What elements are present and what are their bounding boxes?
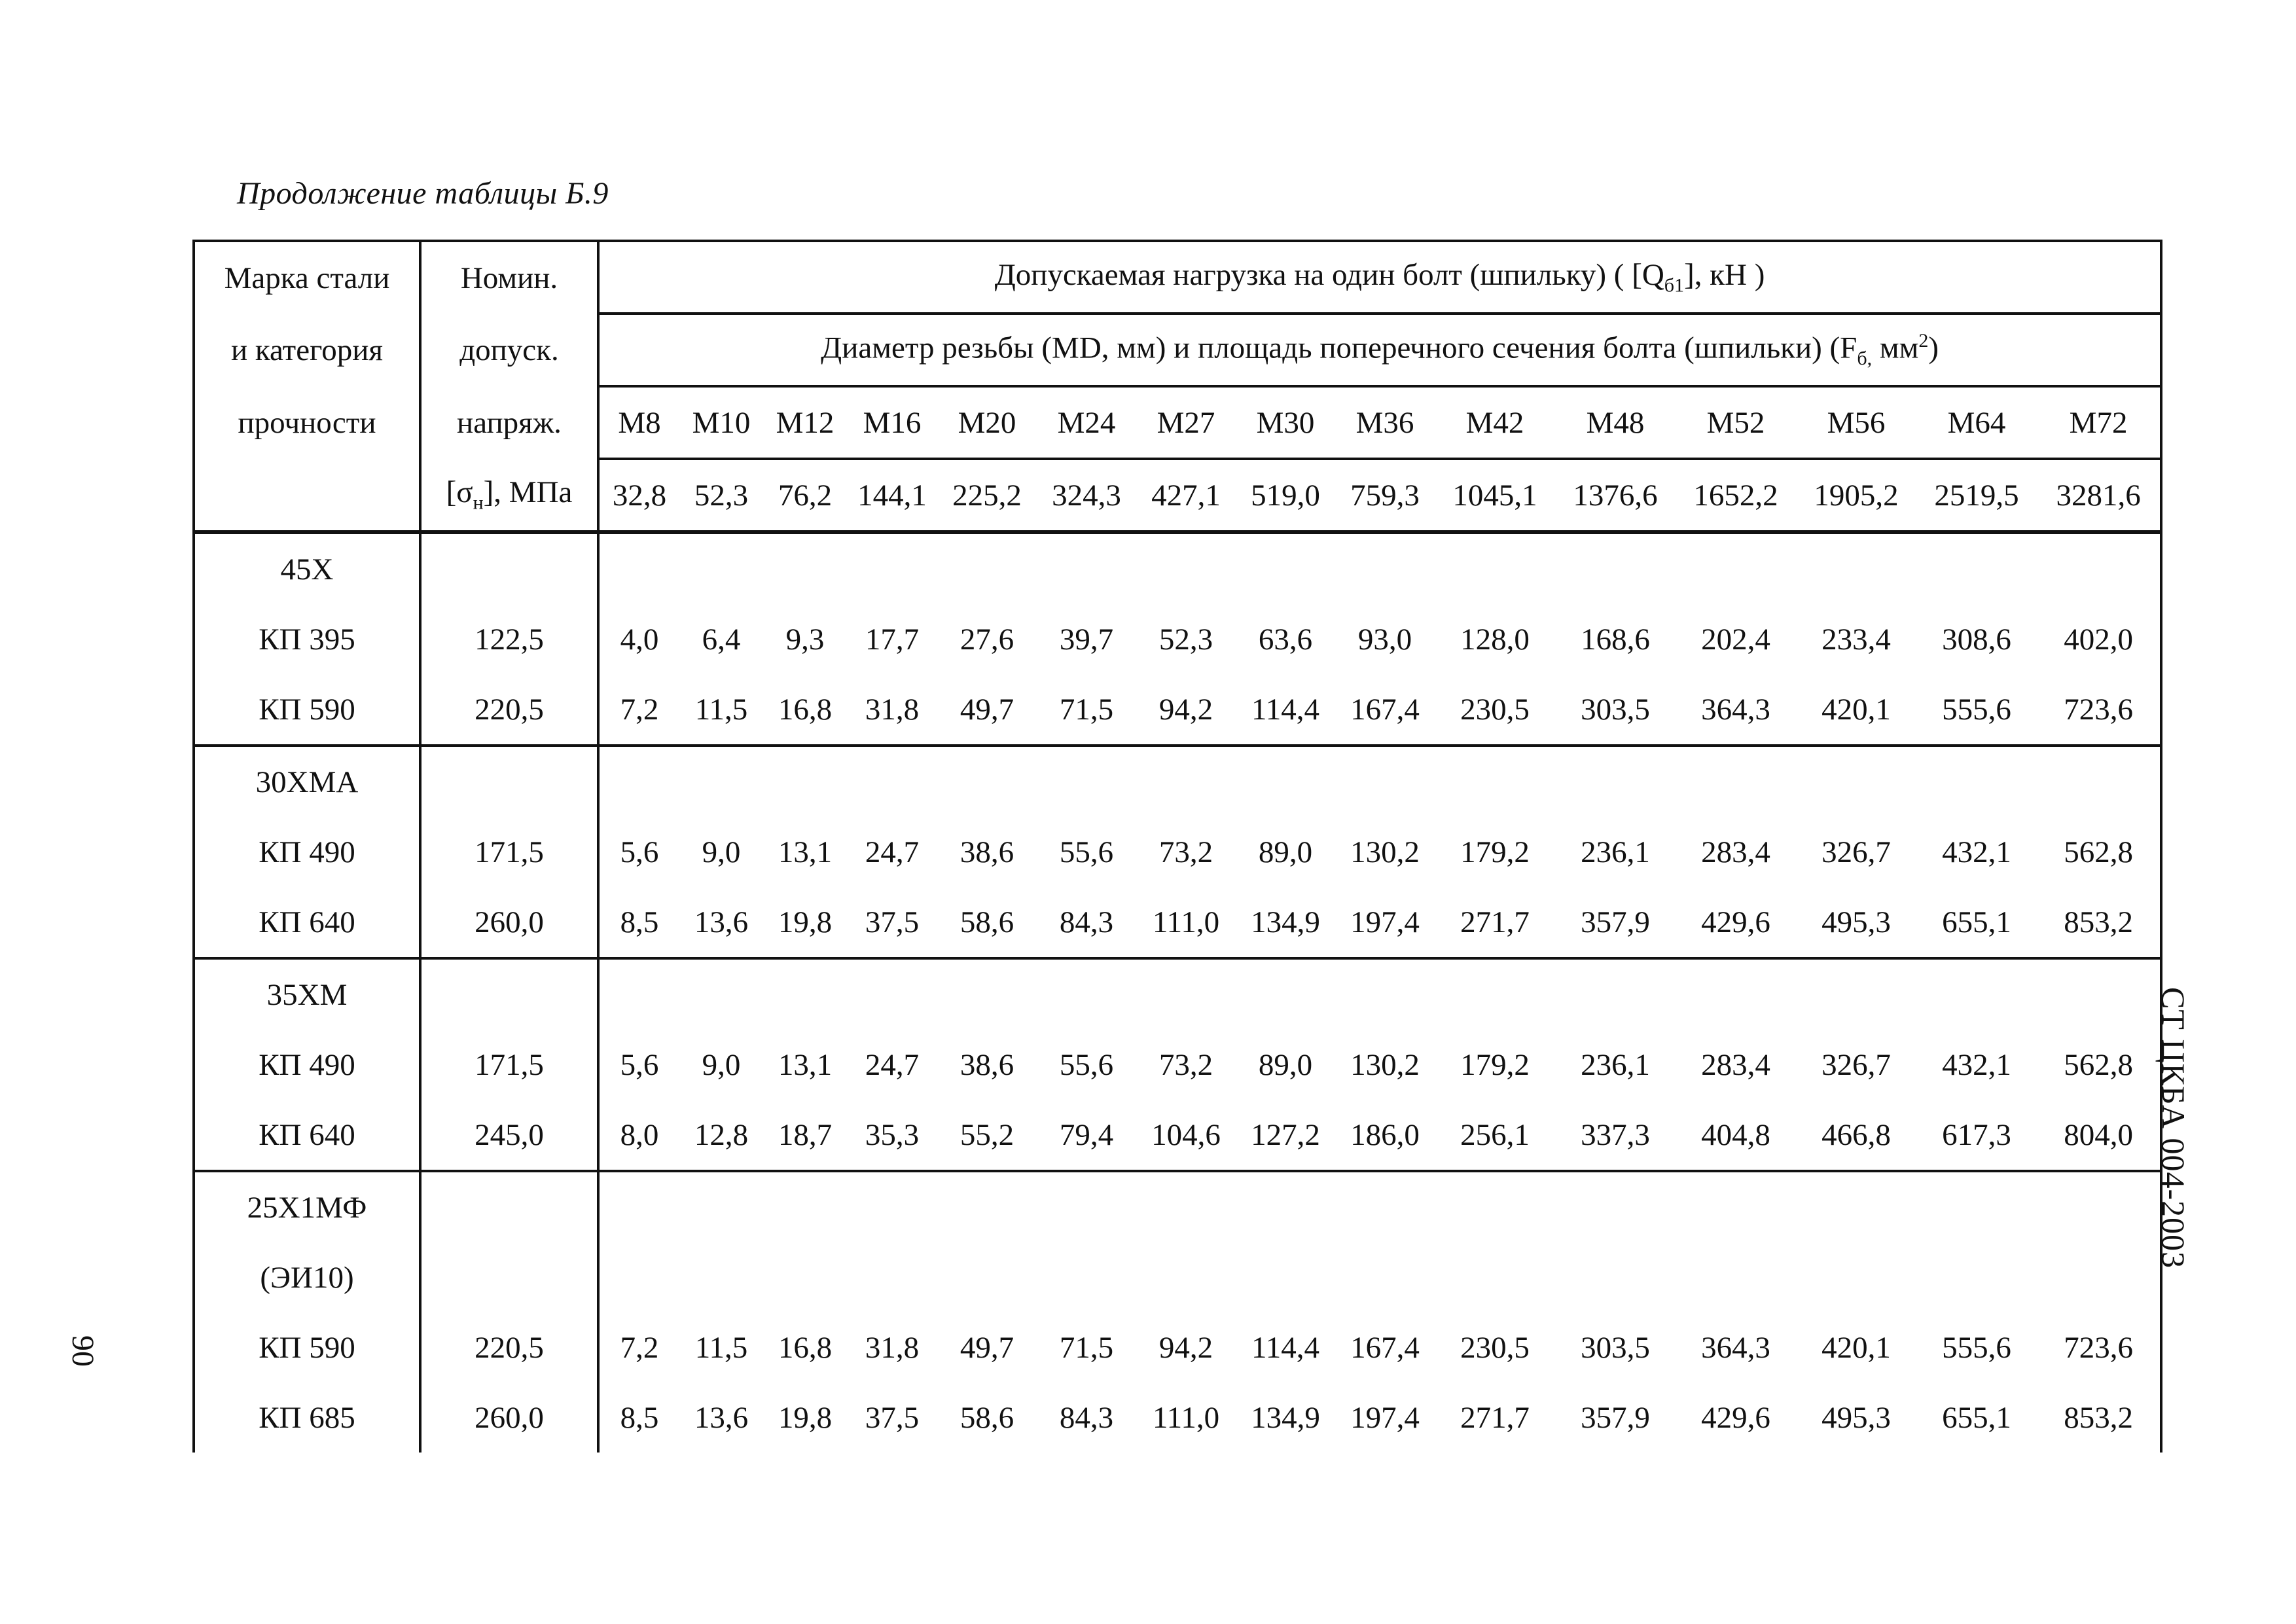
load-value: 38,6: [960, 1047, 1014, 1082]
load-value: 404,8: [1676, 1100, 1796, 1171]
load-value: 804,0: [2037, 1100, 2161, 1171]
thread-size-cell: М36: [1335, 386, 1435, 459]
load-value: 49,7: [960, 1330, 1014, 1365]
load-value: 84,3: [1037, 887, 1136, 958]
load-value: 186,0: [1335, 1100, 1435, 1171]
load-value: 13,6: [694, 1400, 749, 1435]
thread-size-cell: М10: [679, 386, 763, 459]
header-stress-line-3: напряж.: [420, 386, 598, 459]
load-value: 655,1: [1916, 887, 2037, 958]
strength-category: КП 640: [194, 1100, 420, 1171]
load-value: 233,4: [1821, 622, 1891, 657]
category-row: [194, 1030, 2161, 1100]
load-value: 9,3: [785, 622, 825, 657]
load-value: 256,1: [1435, 1100, 1555, 1171]
load-value: 37,5: [847, 887, 937, 958]
load-value: 16,8: [778, 1330, 833, 1365]
load-value: 236,1: [1581, 1047, 1650, 1082]
header-grade-line-1: Марка стали: [194, 241, 420, 314]
bolt-load-table: [192, 240, 2162, 1453]
load-value: 7,2: [620, 1330, 659, 1365]
thread-size-cell: М56: [1796, 386, 1916, 459]
bolt-area-cell: 32,8: [598, 459, 679, 532]
load-value: 71,5: [1059, 1330, 1114, 1365]
load-value: 73,2: [1158, 835, 1213, 869]
header-grade-line-2: и категория: [194, 314, 420, 386]
bolt-area-cell: 427,1: [1136, 459, 1236, 532]
load-value: 6,4: [702, 622, 741, 657]
load-value: 13,1: [778, 835, 833, 869]
bolt-area-cell: 52,3: [679, 459, 763, 532]
empty-cell: [598, 1171, 2161, 1242]
thread-size-cell: М72: [2037, 386, 2161, 459]
empty-cell: [598, 746, 2161, 817]
load-value: 555,6: [1942, 1330, 2011, 1365]
steel-grade-name: 25Х1МФ: [194, 1171, 420, 1242]
load-value: 114,4: [1251, 1330, 1319, 1365]
load-value: 31,8: [865, 1330, 920, 1365]
load-value: 495,3: [1821, 1400, 1891, 1435]
load-value: 31,8: [847, 674, 937, 746]
load-value: 71,5: [1037, 674, 1136, 746]
load-value: 24,7: [865, 835, 920, 869]
table-caption: Продолжение таблицы Б.9: [237, 176, 609, 211]
header-stress-unit: $[\sigma_н]$, МПа: [420, 459, 598, 532]
load-value: 432,1: [1942, 835, 2011, 869]
load-value: 84,3: [1059, 1400, 1114, 1435]
thread-size-cell: М16: [847, 386, 937, 459]
load-value: 168,6: [1581, 622, 1650, 657]
load-value: 303,5: [1581, 1330, 1650, 1365]
bolt-area-cell: 519,0: [1236, 459, 1335, 532]
load-value: 230,5: [1460, 1330, 1530, 1365]
load-value: 12,8: [679, 1100, 763, 1171]
steel-grade-row: [194, 958, 2161, 1030]
empty-cell: [420, 958, 598, 1030]
bolt-area-cell: 759,3: [1335, 459, 1435, 532]
load-value: 429,6: [1701, 1400, 1770, 1435]
load-value: 27,6: [960, 622, 1014, 657]
load-value: 11,5: [679, 674, 763, 746]
steel-grade-row: [194, 1242, 2161, 1312]
load-value: 179,2: [1460, 835, 1530, 869]
category-row: [194, 674, 2161, 746]
bolt-area-cell: 144,1: [847, 459, 937, 532]
load-value: 853,2: [2037, 887, 2161, 958]
load-value: 326,7: [1821, 835, 1891, 869]
allowable-stress: 171,5: [420, 817, 598, 887]
strength-category: КП 640: [194, 887, 420, 958]
load-value: 271,7: [1435, 887, 1555, 958]
thread-size-cell: М64: [1916, 386, 2037, 459]
load-value: 364,3: [1701, 1330, 1770, 1365]
allowable-stress: 245,0: [420, 1100, 598, 1171]
category-row: [194, 1312, 2161, 1382]
steel-grade-row: [194, 532, 2161, 604]
steel-grade-name: 35ХМ: [194, 958, 420, 1030]
empty-cell: [420, 1171, 598, 1242]
load-value: 58,6: [960, 1400, 1014, 1435]
allowable-stress: 220,5: [420, 1312, 598, 1382]
load-value: 16,8: [763, 674, 847, 746]
thread-size-cell: М20: [937, 386, 1037, 459]
load-value: 429,6: [1676, 887, 1796, 958]
strength-category: КП 490: [194, 1030, 420, 1100]
load-value: 723,6: [2037, 1312, 2161, 1382]
load-value: 134,9: [1236, 887, 1335, 958]
header-row-1: [194, 241, 2161, 314]
load-value: 18,7: [763, 1100, 847, 1171]
load-value: 283,4: [1701, 1047, 1770, 1082]
category-row: [194, 817, 2161, 887]
empty-cell: [598, 958, 2161, 1030]
load-value: 230,5: [1435, 674, 1555, 746]
load-value: 495,3: [1796, 887, 1916, 958]
empty-cell: [420, 1242, 598, 1312]
bolt-area-cell: 1045,1: [1435, 459, 1555, 532]
load-value: 19,8: [778, 1400, 833, 1435]
header-grade-empty: [194, 459, 420, 532]
strength-category: КП 395: [194, 604, 420, 674]
load-value: 130,2: [1350, 835, 1420, 869]
steel-grade-name: 30ХМА: [194, 746, 420, 817]
load-value: 73,2: [1158, 1047, 1213, 1082]
load-value: 58,6: [937, 887, 1037, 958]
load-value: 197,4: [1335, 887, 1435, 958]
bolt-area-cell: 3281,6: [2037, 459, 2161, 532]
allowable-stress: 260,0: [420, 887, 598, 958]
load-value: 89,0: [1258, 1047, 1313, 1082]
load-value: 303,5: [1555, 674, 1676, 746]
steel-grade-name: (ЭИ10): [194, 1242, 420, 1312]
header-stress-line-2: допуск.: [420, 314, 598, 386]
allowable-stress: 122,5: [420, 604, 598, 674]
thread-size-cell: М27: [1136, 386, 1236, 459]
load-value: 39,7: [1059, 622, 1114, 657]
load-value: 364,3: [1676, 674, 1796, 746]
load-value: 13,1: [778, 1047, 833, 1082]
load-value: 4,0: [620, 622, 659, 657]
load-value: 236,1: [1581, 835, 1650, 869]
load-value: 89,0: [1258, 835, 1313, 869]
load-value: 283,4: [1701, 835, 1770, 869]
load-value: 63,6: [1258, 622, 1313, 657]
load-value: 7,2: [598, 674, 679, 746]
load-value: 655,1: [1942, 1400, 2011, 1435]
load-value: 562,8: [2037, 817, 2161, 887]
category-row: [194, 1100, 2161, 1171]
load-value: 357,9: [1555, 887, 1676, 958]
load-value: 8,0: [598, 1100, 679, 1171]
load-value: 93,0: [1357, 622, 1412, 657]
bolt-area-cell: 1905,2: [1796, 459, 1916, 532]
load-value: 167,4: [1335, 674, 1435, 746]
load-value: 49,7: [937, 674, 1037, 746]
header-grade-line-3: прочности: [194, 386, 420, 459]
bolt-area-cell: 1376,6: [1555, 459, 1676, 532]
load-value: 38,6: [960, 835, 1014, 869]
header-diameter-title: Диаметр резьбы (MD, мм) и площадь поперечного сечения болта (шпильки) ($F_{б,}$ $мм^2$): [598, 314, 2161, 386]
load-value: 114,4: [1236, 674, 1335, 746]
load-value: 127,2: [1236, 1100, 1335, 1171]
thread-size-cell: М30: [1236, 386, 1335, 459]
load-value: 19,8: [763, 887, 847, 958]
empty-cell: [598, 532, 2161, 604]
allowable-stress: 260,0: [420, 1382, 598, 1453]
load-value: 35,3: [847, 1100, 937, 1171]
load-value: 11,5: [694, 1330, 748, 1365]
empty-cell: [420, 746, 598, 817]
thread-size-cell: М12: [763, 386, 847, 459]
document-code: СТ ЦКБА 004-2003: [2155, 987, 2192, 1269]
load-value: 37,5: [865, 1400, 920, 1435]
load-value: 55,6: [1059, 1047, 1114, 1082]
bolt-area-cell: 76,2: [763, 459, 847, 532]
bolt-area-cell: 225,2: [937, 459, 1037, 532]
load-value: 94,2: [1136, 674, 1236, 746]
header-stress-line-1: Номин.: [420, 241, 598, 314]
strength-category: КП 685: [194, 1382, 420, 1453]
load-value: 308,6: [1942, 622, 2011, 657]
load-value: 17,7: [865, 622, 920, 657]
load-value: 723,6: [2037, 674, 2161, 746]
load-value: 13,6: [679, 887, 763, 958]
load-value: 337,3: [1555, 1100, 1676, 1171]
load-value: 466,8: [1796, 1100, 1916, 1171]
load-value: 5,6: [620, 1047, 659, 1082]
steel-grade-row: [194, 1171, 2161, 1242]
load-value: 104,6: [1136, 1100, 1236, 1171]
load-value: 555,6: [1916, 674, 2037, 746]
load-value: 79,4: [1037, 1100, 1136, 1171]
load-value: 420,1: [1796, 674, 1916, 746]
load-value: 9,0: [702, 835, 741, 869]
category-row: [194, 887, 2161, 958]
thread-size-cell: М48: [1555, 386, 1676, 459]
header-load-title: Допускаемая нагрузка на один болт (шпильку) ( $[Q_{б1}]$, кН ): [598, 241, 2161, 314]
bolt-area-cell: 324,3: [1037, 459, 1136, 532]
load-value: 134,9: [1251, 1400, 1320, 1435]
category-row: [194, 604, 2161, 674]
load-value: 5,6: [620, 835, 659, 869]
load-value: 402,0: [2037, 604, 2161, 674]
load-value: 9,0: [702, 1047, 741, 1082]
load-value: 432,1: [1942, 1047, 2011, 1082]
thread-size-cell: М24: [1037, 386, 1136, 459]
empty-cell: [420, 532, 598, 604]
header-row-sizes: [194, 386, 2161, 459]
load-value: 202,4: [1701, 622, 1770, 657]
load-value: 94,2: [1158, 1330, 1213, 1365]
load-value: 853,2: [2037, 1382, 2161, 1453]
load-value: 326,7: [1821, 1047, 1891, 1082]
load-value: 420,1: [1821, 1330, 1891, 1365]
load-value: 111,0: [1152, 1400, 1220, 1435]
load-value: 197,4: [1350, 1400, 1420, 1435]
load-value: 357,9: [1581, 1400, 1650, 1435]
allowable-stress: 171,5: [420, 1030, 598, 1100]
page-number: 90: [65, 1335, 100, 1367]
bolt-area-cell: 2519,5: [1916, 459, 2037, 532]
load-value: 8,5: [620, 1400, 659, 1435]
load-value: 617,3: [1916, 1100, 2037, 1171]
thread-size-cell: М8: [598, 386, 679, 459]
load-value: 55,2: [937, 1100, 1037, 1171]
load-value: 24,7: [865, 1047, 920, 1082]
thread-size-cell: М52: [1676, 386, 1796, 459]
load-value: 111,0: [1136, 887, 1236, 958]
empty-cell: [598, 1242, 2161, 1312]
category-row: [194, 1382, 2161, 1453]
thread-size-cell: М42: [1435, 386, 1555, 459]
load-value: 271,7: [1460, 1400, 1530, 1435]
header-row-areas: [194, 459, 2161, 532]
load-value: 8,5: [598, 887, 679, 958]
load-value: 130,2: [1350, 1047, 1420, 1082]
strength-category: КП 590: [194, 674, 420, 746]
load-value: 52,3: [1158, 622, 1213, 657]
load-value: 167,4: [1350, 1330, 1420, 1365]
load-value: 128,0: [1460, 622, 1530, 657]
strength-category: КП 490: [194, 817, 420, 887]
load-value: 179,2: [1460, 1047, 1530, 1082]
allowable-stress: 220,5: [420, 674, 598, 746]
strength-category: КП 590: [194, 1312, 420, 1382]
bolt-area-cell: 1652,2: [1676, 459, 1796, 532]
load-value: 55,6: [1059, 835, 1114, 869]
header-row-2: [194, 314, 2161, 386]
steel-grade-name: 45Х: [194, 532, 420, 604]
load-value: 562,8: [2037, 1030, 2161, 1100]
steel-grade-row: [194, 746, 2161, 817]
